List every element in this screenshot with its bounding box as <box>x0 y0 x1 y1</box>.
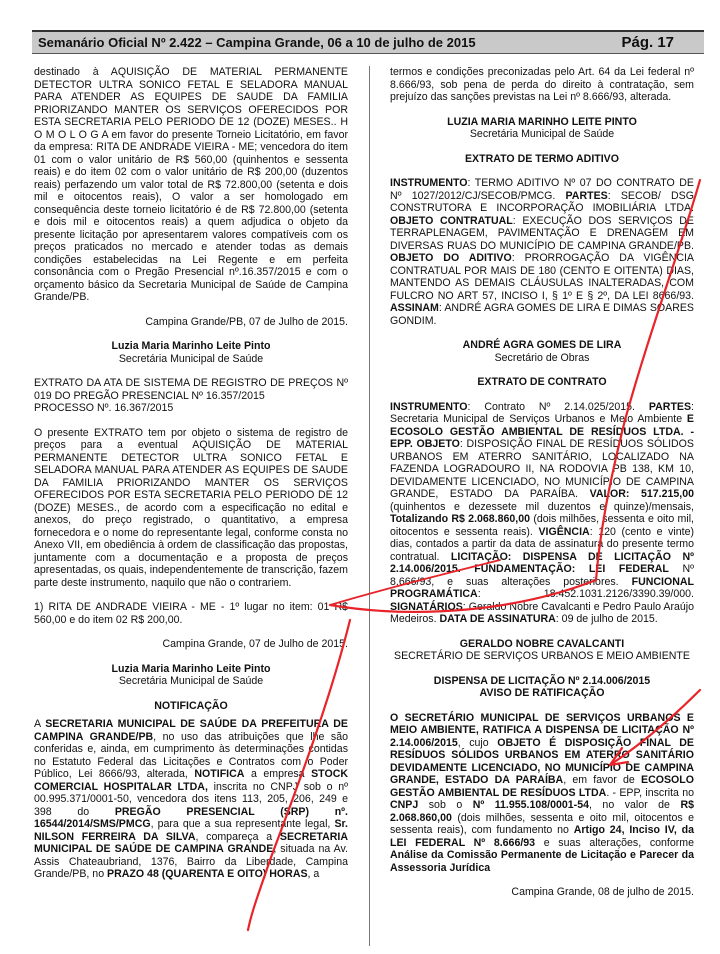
date-line: Campina Grande, 08 de julho de 2015. <box>511 886 694 898</box>
text-segment: : Geraldo Nobre Cavalcanti e Pedro Paulo Araújo Medeiros. <box>390 600 694 625</box>
bold-text-segment: VIGÊNCIA <box>538 525 590 538</box>
ratification-title: AVISO DE RATIFICAÇÃO <box>479 687 605 699</box>
text-segment: : SECOB/ DSG CONSTRUTORA E INCORPORAÇÃO IMOBILIÁRIA LTDA. <box>390 189 694 214</box>
text-segment: e suas alterações, conforme <box>535 836 694 849</box>
signature-role: Secretária Municipal de Saúde <box>118 352 264 365</box>
signature-name: LUZIA MARIA MARINHO LEITE PINTO <box>447 115 637 128</box>
dispensa-title: DISPENSA DE LICITAÇÃO Nº 2.14.006/2015 <box>433 674 651 687</box>
text-segment: : DISPOSIÇÃO FINAL DE RESÍDUOS SÓLIDOS URBANOS EM ATERRO SANITÁRIO, LOCALIZADO NA FAZENDA LOGRADOURO II, NA RODOVIA PB 138, KM 10, DEVIDAMENTE LICENCIADO, NO MUNICÍPIO DE CAMPINA GRANDE, ESTADO DA PARAÍBA. <box>390 438 694 500</box>
contrato-title: EXTRATO DE CONTRATO <box>477 376 607 388</box>
bold-text-segment: Análise da Comissão Permanente de Licitação e Parecer da Assessoria Jurídica <box>390 849 694 874</box>
bold-text-segment: OBJETO DO ADITIVO <box>390 252 512 264</box>
bold-text-segment: PREGÃO PRESENCIAL (SRP) nº. 16544/2014/SMS/PMCG <box>34 805 348 830</box>
signature-role: Secretária Municipal de Saúde <box>118 675 264 687</box>
bold-text-segment: Totalizando R$ 2.068.860,00 <box>390 513 531 525</box>
aditivo-title: EXTRATO DE TERMO ADITIVO <box>464 152 619 165</box>
right-column <box>390 66 694 899</box>
bold-text-segment: Nº 11.955.108/0001-54 <box>472 799 589 811</box>
bold-text-segment: SECRETARIA MUNICIPAL DE SAÚDE DE CAMPINA GRANDE <box>34 830 348 855</box>
text-segment: A <box>34 718 46 730</box>
text-segment: , no uso das atribuições que lhe são conferidas e, ainda, em cumprimento às determinações contidas no Estatuto Federal das Licitações e Contratos com o Poder Público, Lei 8666/93, alterada, <box>34 730 348 780</box>
bold-text-segment: DATA DE ASSINATURA <box>439 613 556 625</box>
text-segment: , cujo <box>457 736 498 749</box>
text-segment: a empresa <box>244 768 312 780</box>
bold-text-segment: INSTRUMENTO <box>390 177 468 189</box>
homologation-text: destinado à AQUISIÇÃO DE MATERIAL PERMANENTE DETECTOR ULTRA SONICO FETAL E SELADORA MANUAL PARA ATENDER AS EQUIPES DE SAUDE DA FAMILIA PRIORIZANDO MANTER OS SERVIÇOS OFERECIDOS POR ESTA SECRETARIA PELO PERIODO DE 12 (DOZE) MESES.. H O M O L O G A em favor do presente Torneio Licitatório, em favor da empresa: RITA DE ANDRADE VIEIRA - ME; vencedora do item 01 com o valor unitário de R$ 560,00 (quinhentos e sessenta reais) e do item 02 com o valor unitário de R$ 200,00 (duzentos reais) perfazendo um valor total de R$ 72.800,00 (setenta e dois mil e oitocentos reais), O valor a ser homologado em consequência deste torneio licitatório é de R$ 72.800,00 (setenta e dois mil e oitocentos reais) a quem adjudica o objeto da presente licitação por apresentarem valores compatíveis com os preços praticados no mercado e atender todas as demais condições estabelecidas na Lei Regente e em perfeita consonância com o Pregão Presencial nº.16.357/2015 e com o orçamento básico da Secretaria Municipal de Saúde de Campina Grande/PB. <box>34 66 348 303</box>
bold-text-segment: OBJETO CONTRATUAL <box>390 214 513 227</box>
bold-text-segment: SECRETARIA MUNICIPAL DE SAÚDE DA PREFEITURA DE CAMPINA GRANDE/PB <box>34 718 348 743</box>
bold-text-segment: OBJETO É DISPOSIÇÃO FINAL DE RESÍDUOS SÓLIDOS URBANOS EM ATERRO SANITÁRIO DEVIDAMENTE LICENCIADO, NO MUNICÍPIO DE CAMPINA GRANDE, ESTADO DA PARAÍBA <box>390 736 695 786</box>
aditivo-text <box>390 177 694 327</box>
left-column <box>34 66 348 881</box>
column-divider <box>369 66 370 946</box>
text-segment: : Contrato Nº 2.14.025/2015. <box>467 400 649 413</box>
signature-role: SECRETÁRIO DE SERVIÇOS URBANOS E MEIO AMBIENTE <box>394 650 690 662</box>
date-line: Campina Grande, 07 de Julho de 2015. <box>162 638 348 650</box>
text-segment: : 18.452.1031.2126/3390.39/000. <box>477 588 694 600</box>
dispensa-text <box>390 712 694 875</box>
bold-text-segment: NOTIFICA <box>194 768 245 780</box>
text-segment: , a <box>307 868 320 880</box>
text-segment: . - EPP, inscrita no <box>606 786 694 799</box>
text-segment: (dois milhões, sessenta e oito mil, oitocentos e sessenta reais), com fundamento no <box>390 811 694 836</box>
text-segment: , em favor de <box>563 774 642 786</box>
bold-text-segment: STOCK COMERCIAL HOSPITALAR LTDA, <box>34 768 348 793</box>
text-segment: , situada na Av. Assis Chateaubriand, 1376, Bairro da Liberdade, Campina Grande/PB, no <box>34 843 348 880</box>
text-segment: : TERMO ADITIVO Nº 07 DO CONTRATO DE Nº 1027/2012/CJ/SECOB/PMCG. <box>390 177 694 202</box>
bold-text-segment: O SECRETÁRIO MUNICIPAL DE SERVIÇOS URBANOS E MEIO AMBIENTE, RATIFICA A DISPENSA DE LICITAÇÃO Nº 2.14.006/2015 <box>390 711 694 749</box>
text-segment: : EXECUÇÃO DOS SERVIÇOS DE TERRAPLENAGEM, PAVIMENTAÇÃO E DRENAGEM EM DIVERSAS RUAS DO MUNICÍPIO DE CAMPINA GRANDE/PB. <box>390 214 694 252</box>
extrato-text: O presente EXTRATO tem por objeto o sistema de registro de preços para a eventual AQUISIÇÃO DE MATERIAL PERMANENTE DETECTOR ULTRA SONICO FETAL E SELADORA MANUAL PARA ATENDER AS EQUIPES DE SAUDE DA FAMILIA PRIORIZANDO MANTER OS SERVIÇOS OFERECIDOS POR ESTA SECRETARIA PELO PERIODO DE 12 (DOZE) MESES., de acordo com a especificação no edital e anexos, do preço registrado, o quantitativo, a empresa fornecedora e o nome do representante legal, conforme consta no Anexo VII, em obediência à ordem de classificação das propostas, juntamente com a documentação e a proposta de preços apresentadas, os quais, independentemente de transcrição, fazem parte deste instrumento, naquilo que não o contrariem. <box>34 426 348 589</box>
winner-line: 1) RITA DE ANDRADE VIEIRA - ME - 1º lugar no item: 01 R$ 560,00 e do item 02 R$ 200,00. <box>34 601 348 626</box>
date-line: Campina Grande/PB, 07 de Julho de 2015. <box>145 315 348 328</box>
signature-name: Luzia Maria Marinho Leite Pinto <box>111 662 271 675</box>
bold-text-segment: VALOR: 517.215,00 <box>589 488 694 500</box>
bold-text-segment: LICITAÇÃO: DISPENSA DE LICITAÇÃO Nº 2.14.006/2015. FUNDAMENTAÇÃO: LEI FEDERAL <box>390 550 694 575</box>
text-segment: : 09 de julho de 2015. <box>555 613 658 625</box>
page-number: Pág. 17 <box>621 34 674 51</box>
bold-text-segment: FUNCIONAL PROGRAMÁTICA <box>390 575 694 600</box>
bold-text-segment: Artigo 24, Inciso IV, da LEI FEDERAL Nº 8.666/93 <box>390 824 694 849</box>
text-segment: , para que a sua representante legal, <box>150 818 335 830</box>
signature-name: GERALDO NOBRE CAVALCANTI <box>459 637 625 650</box>
notification-title: NOTIFICAÇÃO <box>154 699 228 712</box>
bold-text-segment: PARTES <box>648 400 692 413</box>
bold-text-segment: ECOSOLO GESTÃO AMBIENTAL DE RESÍDUOS LTDA <box>390 774 694 799</box>
text-segment: , compareça a <box>195 830 280 843</box>
signature-role: Secretário de Obras <box>494 351 590 364</box>
page-header <box>32 30 704 54</box>
bold-text-segment: SIGNATÁRIOS <box>390 600 463 613</box>
bold-text-segment: Sr. NILSON FERREIRA DA SILVA <box>34 818 348 843</box>
extrato-title: EXTRATO DA ATA DE SISTEMA DE REGISTRO DE PREÇOS Nº 019 DO PREGÃO PRESENCIAL Nº 16.357/2015 <box>34 377 348 402</box>
processo-number: PROCESSO Nº. 16.367/2015 <box>34 402 174 414</box>
text-segment: , no valor de <box>589 799 681 811</box>
notification-text <box>34 718 348 881</box>
bold-text-segment: PRAZO 48 (QUARENTA E OITO) HORAS <box>107 868 308 880</box>
text-segment: (quinhentos e dezessete mil duzentos e quinze)/mensais, <box>390 500 694 513</box>
bold-text-segment: E ECOSOLO GESTÃO AMBIENTAL DE RESÍDUOS LTDA. - EPP. OBJETO <box>390 413 694 450</box>
signature-name: ANDRÉ AGRA GOMES DE LIRA <box>462 339 622 351</box>
text-segment: Nº 8.666/93, e suas alterações posteriores. <box>390 563 695 588</box>
bold-text-segment: PARTES <box>565 189 608 202</box>
bold-text-segment: ASSINAM <box>390 302 439 314</box>
text-segment: inscrita no CNPJ sob o nº 00.995.371/0001-50, vencedora dos itens 113, 205, 206, 249 e 398 do <box>34 780 348 818</box>
text-segment: : Secretaria Municipal de Serviços Urbanos e Meio Ambiente <box>390 400 694 425</box>
text-segment: sob o <box>418 799 473 811</box>
contrato-text <box>390 401 694 626</box>
signature-role: Secretária Municipal de Saúde <box>469 128 615 140</box>
bold-text-segment: R$ 2.068.860,00 <box>390 799 694 824</box>
header-title: Semanário Oficial Nº 2.422 – Campina Grande, 06 a 10 de julho de 2015 <box>38 35 476 50</box>
signature-name: Luzia Maria Marinho Leite Pinto <box>111 340 271 352</box>
bold-text-segment: CNPJ <box>390 799 419 811</box>
terms-text: termos e condições preconizadas pelo Art. 64 da Lei federal nº 8.666/93, sob pena de perda do direito à contratação, sem prejuízo das sanções previstas na Lei nº 8.666/93, alterada. <box>390 66 694 103</box>
bold-text-segment: INSTRUMENTO <box>390 400 468 413</box>
text-segment: : ANDRÉ AGRA GOMES DE LIRA E DIMAS SOARES GONDIM. <box>390 302 694 327</box>
text-segment: (dois milhões, sessenta e oito mil, oitocentos e sessenta reais). <box>390 513 694 538</box>
text-segment: : 120 (cento e vinte) dias, contados a partir da data de assinatura do presente termo contratual. <box>390 525 694 563</box>
text-segment: : PRORROGAÇÃO DA VIGÊNCIA CONTRATUAL POR MAIS DE 180 (CENTO E OITENTA) DIAS, MANTENDO AS DEMAIS CLÁUSULAS INALTERADAS, COM FULCRO NO ART 57, INCISO I, § 1º E § 2º, DA LEI 8666/93. <box>390 252 694 302</box>
